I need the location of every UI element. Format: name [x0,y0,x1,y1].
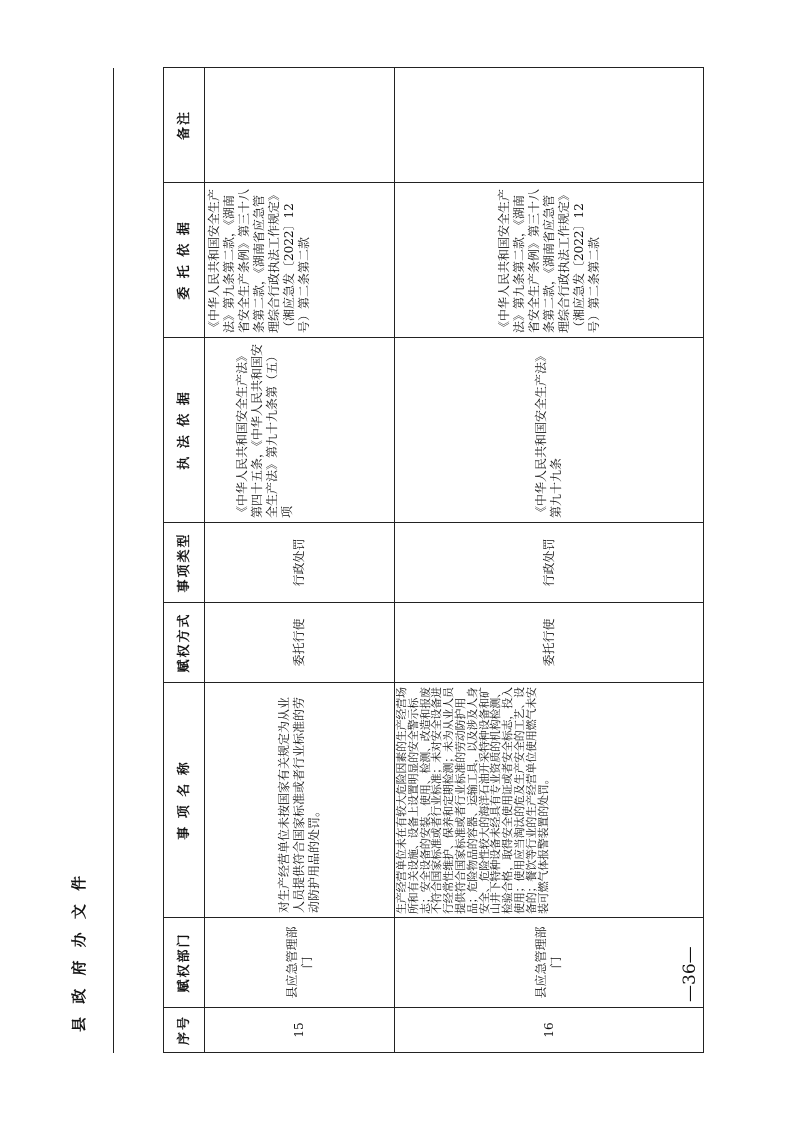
col-header-basis: 执 法 依 据 [164,338,205,523]
row-mode: 委托行使 [205,603,395,683]
col-header-dept: 赋权部门 [164,918,205,1008]
col-header-type: 事项类型 [164,523,205,603]
row-no: 15 [205,1008,395,1053]
row-dept: 县应急管理部门 [395,918,704,1008]
row-note [205,68,395,183]
table-row [395,68,704,1053]
col-header-item: 事 项 名 称 [164,683,205,918]
row-entrust: 《中华人民共和国安全生产法》第九条第二款，《湖南省安全生产条例》第三十八条第二款，《湖南省应急管理综合行政执法工作规定》（湘应急发〔2022〕12号）第二条第二款 [205,183,395,338]
table-header-row [164,68,205,1053]
row-item: 生产经营单位未在有较大危险因素的生产经营场所和有关设施、设备上设置明显的安全警示标志；安全设备的安装、使用、检测、改造和报废不符合国家标准或者行业标准；未对安全设备进行经常性维护、保养和定期检测；未为从业人员提供符合国家标准或者行业标准的劳动防护用品；危险物品的容器、运输工具，以及涉及人身安全、危险性较大的海洋石油开采特种设备和矿山井下特种设备未经具有专业资质的机构检测、检验合格，取得安全使用证或者安全标志，投入使用；使用应当淘汰的危及生产安全的工艺、设备的；餐饮等行业的生产经营单位使用燃气未安装可燃气体报警装置的处罚。 [395,683,704,918]
row-note [395,68,704,183]
row-entrust: 《中华人民共和国安全生产法》第九条第二款，《湖南省安全生产条例》第三十八条第二款，《湖南省应急管理综合行政执法工作规定》（湘应急发〔2022〕12号）第二条第二款 [395,183,704,338]
page-number: —36— [680,946,700,1002]
col-header-entrust: 委 托 依 据 [164,183,205,338]
row-dept: 县应急管理部门 [205,918,395,1008]
authorization-table [163,68,664,1053]
document-header-label: 县 政 府 办 文 件 [70,871,88,1032]
row-basis: 《中华人民共和国安全生产法》第九十九条 [395,338,704,523]
col-header-mode: 赋权方式 [164,603,205,683]
col-header-no: 序号 [164,1008,205,1053]
row-no: 16 [395,1008,704,1053]
row-basis: 《中华人民共和国安全生产法》第四十五条，《中华人民共和国安全生产法》第九十九条第（五）项 [205,338,395,523]
row-type: 行政处罚 [205,523,395,603]
row-item: 对生产经营单位未按国家有关规定为从业人员提供符合国家标准或者行业标准的劳动防护用品的处罚。 [205,683,395,918]
table-row [205,68,395,1053]
row-mode: 委托行使 [395,603,704,683]
row-type: 行政处罚 [395,523,704,603]
col-header-note: 备注 [164,68,205,183]
header-rule [113,68,114,1053]
